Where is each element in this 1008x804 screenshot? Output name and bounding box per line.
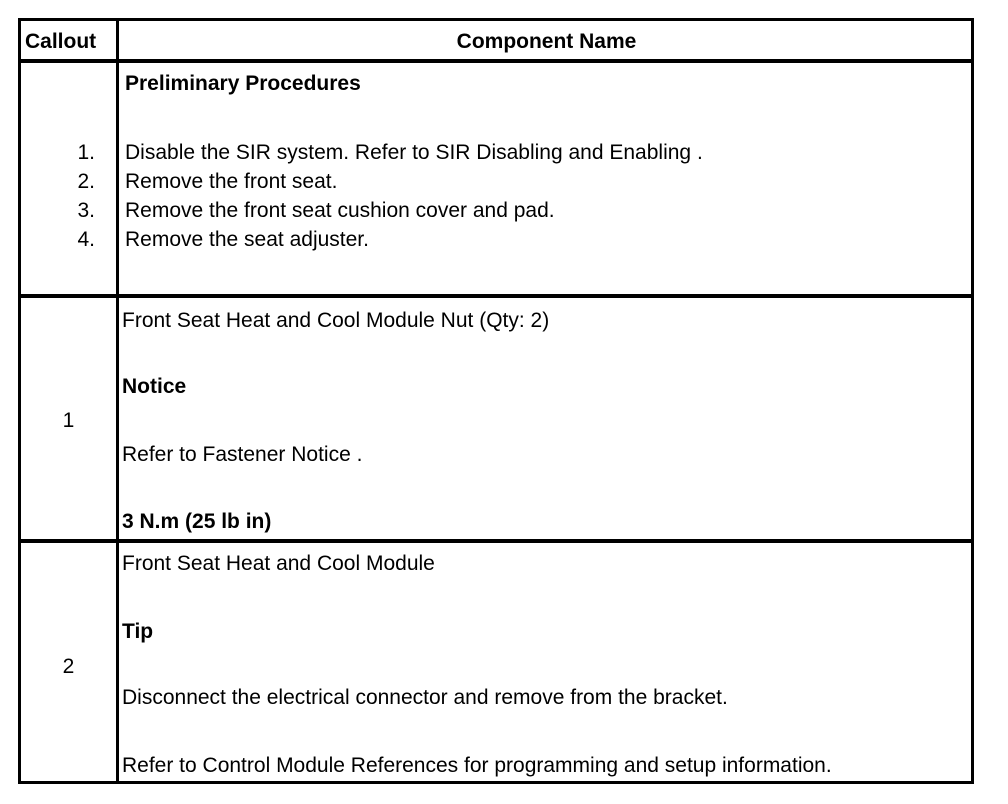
header-component-name: Component Name — [456, 30, 637, 53]
step-number: 2. — [77, 170, 95, 193]
step-number: 3. — [77, 199, 95, 222]
tip-text: Disconnect the electrical connector and remove from the bracket. — [122, 686, 728, 709]
step-text: Remove the seat adjuster. — [125, 228, 369, 251]
row-divider-2 — [21, 539, 971, 543]
procedure-table — [18, 18, 974, 784]
preliminary-title: Preliminary Procedures — [125, 72, 361, 95]
tip-label: Tip — [122, 620, 154, 643]
reference-text: Refer to Control Module References for programming and setup information. — [122, 754, 832, 777]
header-callout: Callout — [25, 30, 97, 53]
callout-number: 2 — [62, 655, 75, 678]
step-text: Remove the front seat cushion cover and pad. — [125, 199, 555, 222]
step-number: 4. — [77, 228, 95, 251]
notice-text: Refer to Fastener Notice . — [122, 443, 363, 466]
torque-spec: 3 N.m (25 lb in) — [122, 510, 272, 533]
callout-number: 1 — [62, 409, 75, 432]
header-divider — [21, 59, 971, 63]
step-text: Remove the front seat. — [125, 170, 338, 193]
component-name: Front Seat Heat and Cool Module Nut (Qty: 2) — [122, 309, 550, 332]
step-number: 1. — [77, 141, 95, 164]
component-name: Front Seat Heat and Cool Module — [122, 552, 435, 575]
step-text: Disable the SIR system. Refer to SIR Disabling and Enabling . — [125, 141, 703, 164]
column-divider — [116, 21, 119, 781]
row-divider-1 — [21, 294, 971, 298]
notice-label: Notice — [122, 375, 187, 398]
